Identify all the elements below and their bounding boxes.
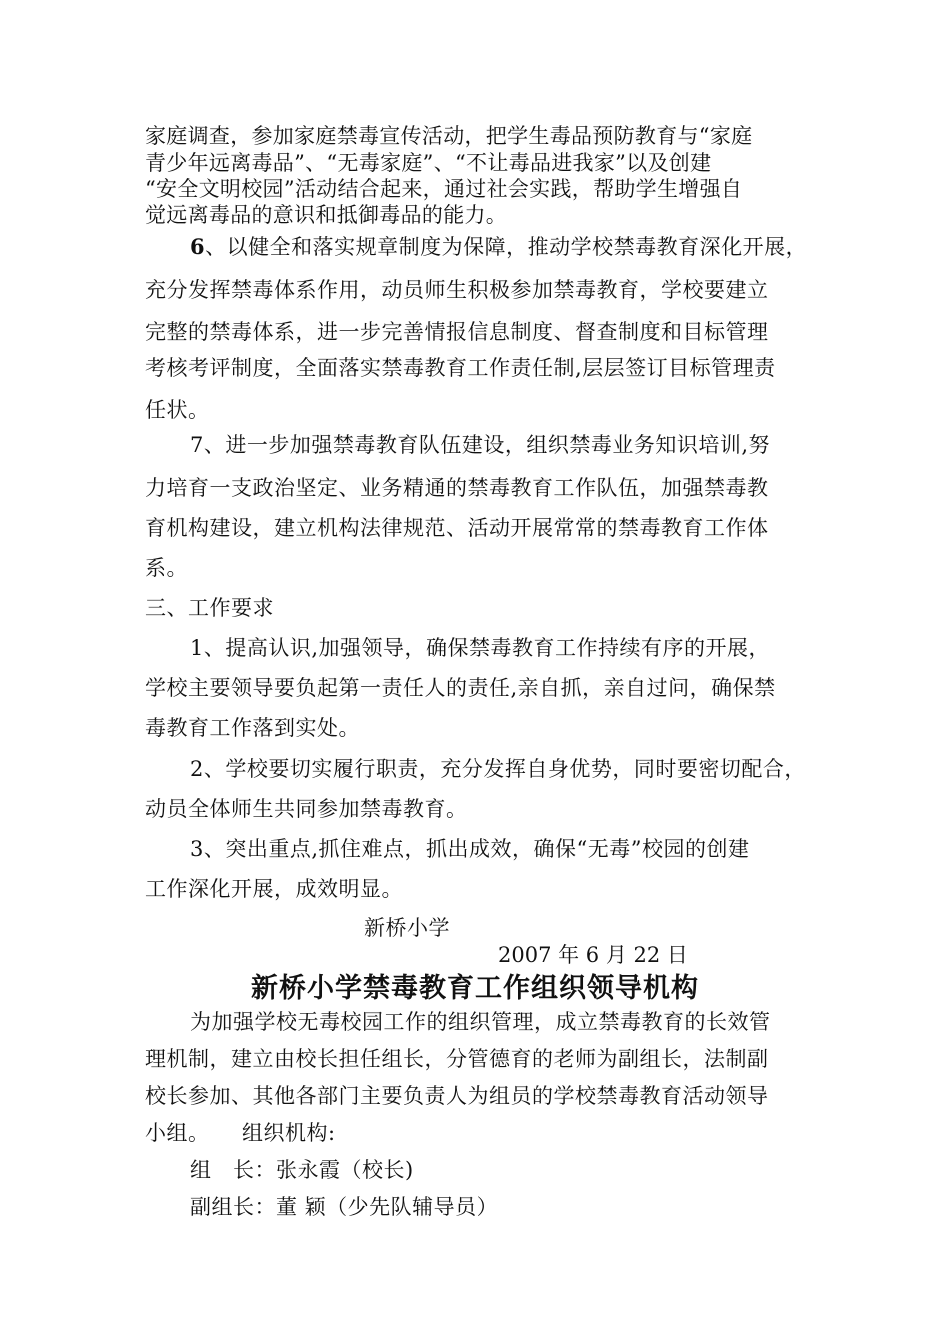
req1-line-2: 学校主要领导要负起第一责任人的责任,亲自抓，亲自过问，确保禁 xyxy=(145,676,776,700)
deputy-leader: 副组长：董 颖（少先队辅导员） xyxy=(190,1195,499,1219)
intro-line-3: “安全文明校园”活动结合起来，通过社会实践，帮助学生增强自 xyxy=(145,177,743,201)
intro-line-1: 家庭调查，参加家庭禁毒宣传活动，把学生毒品预防教育与“家庭 xyxy=(145,124,753,148)
item7-line-1: 7、进一步加强禁毒教育队伍建设，组织禁毒业务知识培训,努 xyxy=(190,433,771,457)
req1-line-3: 毒教育工作落到实处。 xyxy=(145,716,360,740)
item6-line-4: 考核考评制度，全面落实禁毒教育工作责任制,层层签订目标管理责 xyxy=(145,356,776,380)
section3-heading: 三、工作要求 xyxy=(145,596,274,620)
item7-line-3: 育机构建设，建立机构法律规范、活动开展常常的禁毒教育工作体 xyxy=(145,516,769,540)
req2-line-2: 动员全体师生共同参加禁毒教育。 xyxy=(145,797,468,821)
req1-line-1: 1、提高认识,加强领导，确保禁毒教育工作持续有序的开展， xyxy=(190,636,771,660)
item7-line-2: 力培育一支政治坚定、业务精通的禁毒教育工作队伍，加强禁毒教 xyxy=(145,476,769,500)
item6-number: 6 xyxy=(190,234,206,259)
document-date: 2007 年 6 月 22 日 xyxy=(498,943,688,967)
req3-line-1: 3、突出重点,抓住难点，抓出成效，确保“无毒”校园的创建 xyxy=(190,837,750,861)
org-section-title: 新桥小学禁毒教育工作组织领导机构 xyxy=(251,973,699,1004)
intro-line-2: 青少年远离毒品”、“无毒家庭”、“不让毒品进我家”以及创建 xyxy=(145,151,712,175)
req2-line-1: 2、学校要切实履行职责，充分发挥自身优势，同时要密切配合， xyxy=(190,757,806,781)
org-paragraph-line-2: 理机制，建立由校长担任组长，分管德育的老师为副组长，法制副 xyxy=(145,1047,769,1071)
item7-line-4: 系。 xyxy=(145,556,188,580)
org-paragraph-line-4: 小组。 组织机构: xyxy=(145,1121,336,1145)
item6-line-2: 充分发挥禁毒体系作用，动员师生积极参加禁毒教育，学校要建立 xyxy=(145,278,769,302)
signature: 新桥小学 xyxy=(364,916,450,940)
req3-line-2: 工作深化开展，成效明显。 xyxy=(145,877,403,901)
org-paragraph-line-3: 校长参加、其他各部门主要负责人为组员的学校禁毒教育活动领导 xyxy=(145,1084,769,1108)
item6-line-5: 任状。 xyxy=(145,398,210,422)
item6-line-1 xyxy=(190,235,807,259)
intro-line-4: 觉远离毒品的意识和抵御毒品的能力。 xyxy=(145,203,508,227)
group-leader: 组 长：张永霞（校长) xyxy=(190,1158,414,1182)
org-paragraph-line-1: 为加强学校无毒校园工作的组织管理，成立禁毒教育的长效管 xyxy=(190,1010,771,1034)
item6-line-3: 完整的禁毒体系，进一步完善情报信息制度、督查制度和目标管理 xyxy=(145,320,769,344)
item6-text: 、以健全和落实规章制度为保障，推动学校禁毒教育深化开展， xyxy=(205,235,808,259)
